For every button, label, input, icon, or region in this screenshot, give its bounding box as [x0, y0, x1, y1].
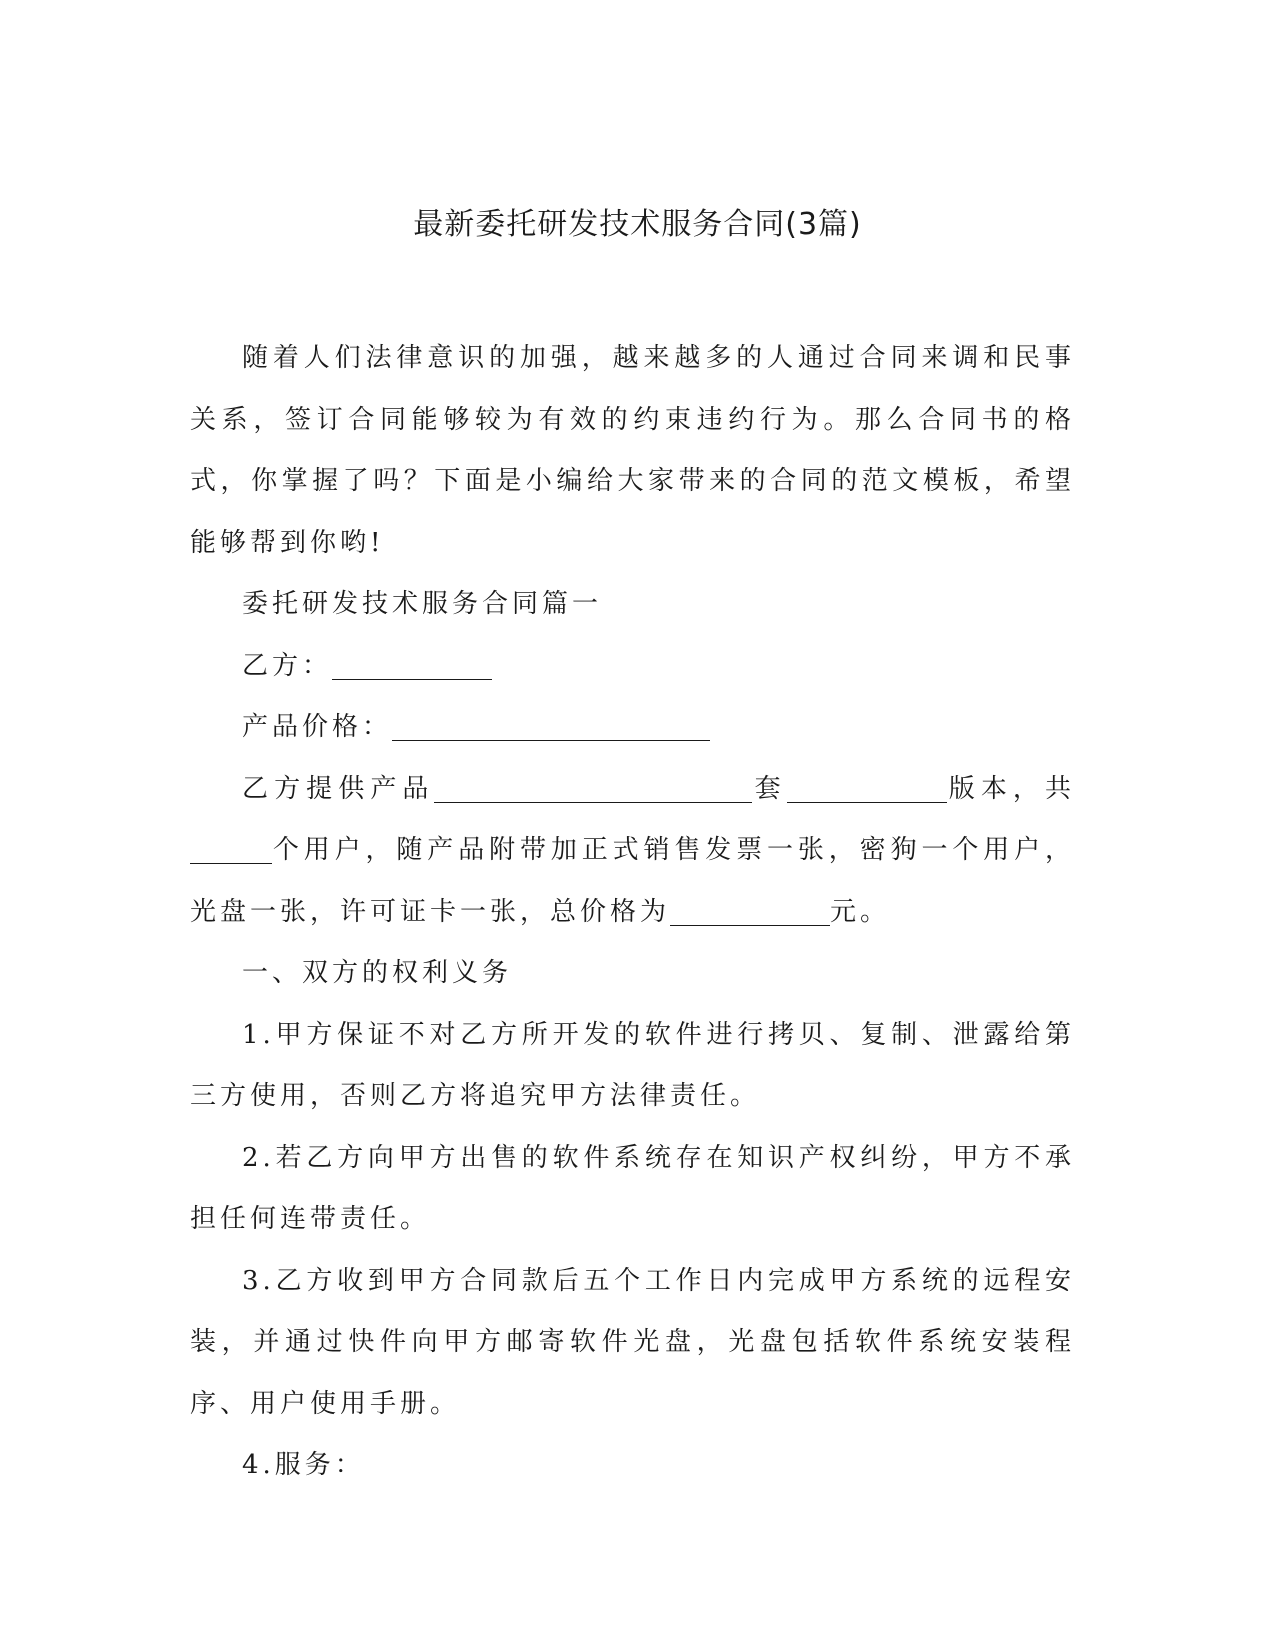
- section-heading: 委托研发技术服务合同篇一: [242, 589, 603, 619]
- intro-paragraph: 随着人们法律意识的加强，越来越多的人通过合同来调和民事关系，签订合同能够较为有效的约束违约行为。那么合同书的格式，你掌握了吗？下面是小编给大家带来的合同的范文模板，希望能够帮到你哟!: [190, 343, 1075, 558]
- rights-heading: 一、双方的权利义务: [242, 958, 513, 988]
- clause-3: 3.乙方收到甲方合同款后五个工作日内完成甲方系统的远程安装，并通过快件向甲方邮寄软件光盘，光盘包括软件系统安装程序、用户使用手册。: [190, 1265, 1075, 1419]
- party-b-label: 乙方：: [242, 650, 333, 681]
- version-blank: [787, 772, 947, 803]
- provision-text-4: 个用户，随产品附带加正式销售发票一张，密狗一个用户，光盘一张，许可证卡一张，总价格为: [190, 835, 1075, 927]
- document-body: [190, 328, 1075, 1497]
- clause-1: 1.甲方保证不对乙方所开发的软件进行拷贝、复制、泄露给第三方使用，否则乙方将追究甲方法律责任。: [190, 1019, 1075, 1111]
- price-label: 产品价格：: [242, 712, 393, 742]
- price-line: [190, 697, 1075, 759]
- product-blank: [434, 772, 752, 803]
- total-price-blank: [670, 895, 830, 926]
- provision-text-5: 元。: [830, 896, 891, 927]
- clause-2: 2.若乙方向甲方出售的软件系统存在知识产权纠纷，甲方不承担任何连带责任。: [190, 1142, 1075, 1234]
- document-title: 最新委托研发技术服务合同(3篇): [413, 207, 862, 242]
- party-b-line: [190, 636, 1075, 698]
- provision-paragraph: [190, 759, 1075, 944]
- user-count-blank: [190, 833, 272, 864]
- provision-text-1: 乙方提供产品: [242, 773, 435, 804]
- provision-text-2: 套: [752, 773, 787, 804]
- clause-4: 4.服务：: [242, 1450, 365, 1480]
- party-b-blank: [332, 649, 492, 680]
- provision-text-3: 版本，共: [946, 773, 1075, 804]
- price-blank: [392, 710, 710, 741]
